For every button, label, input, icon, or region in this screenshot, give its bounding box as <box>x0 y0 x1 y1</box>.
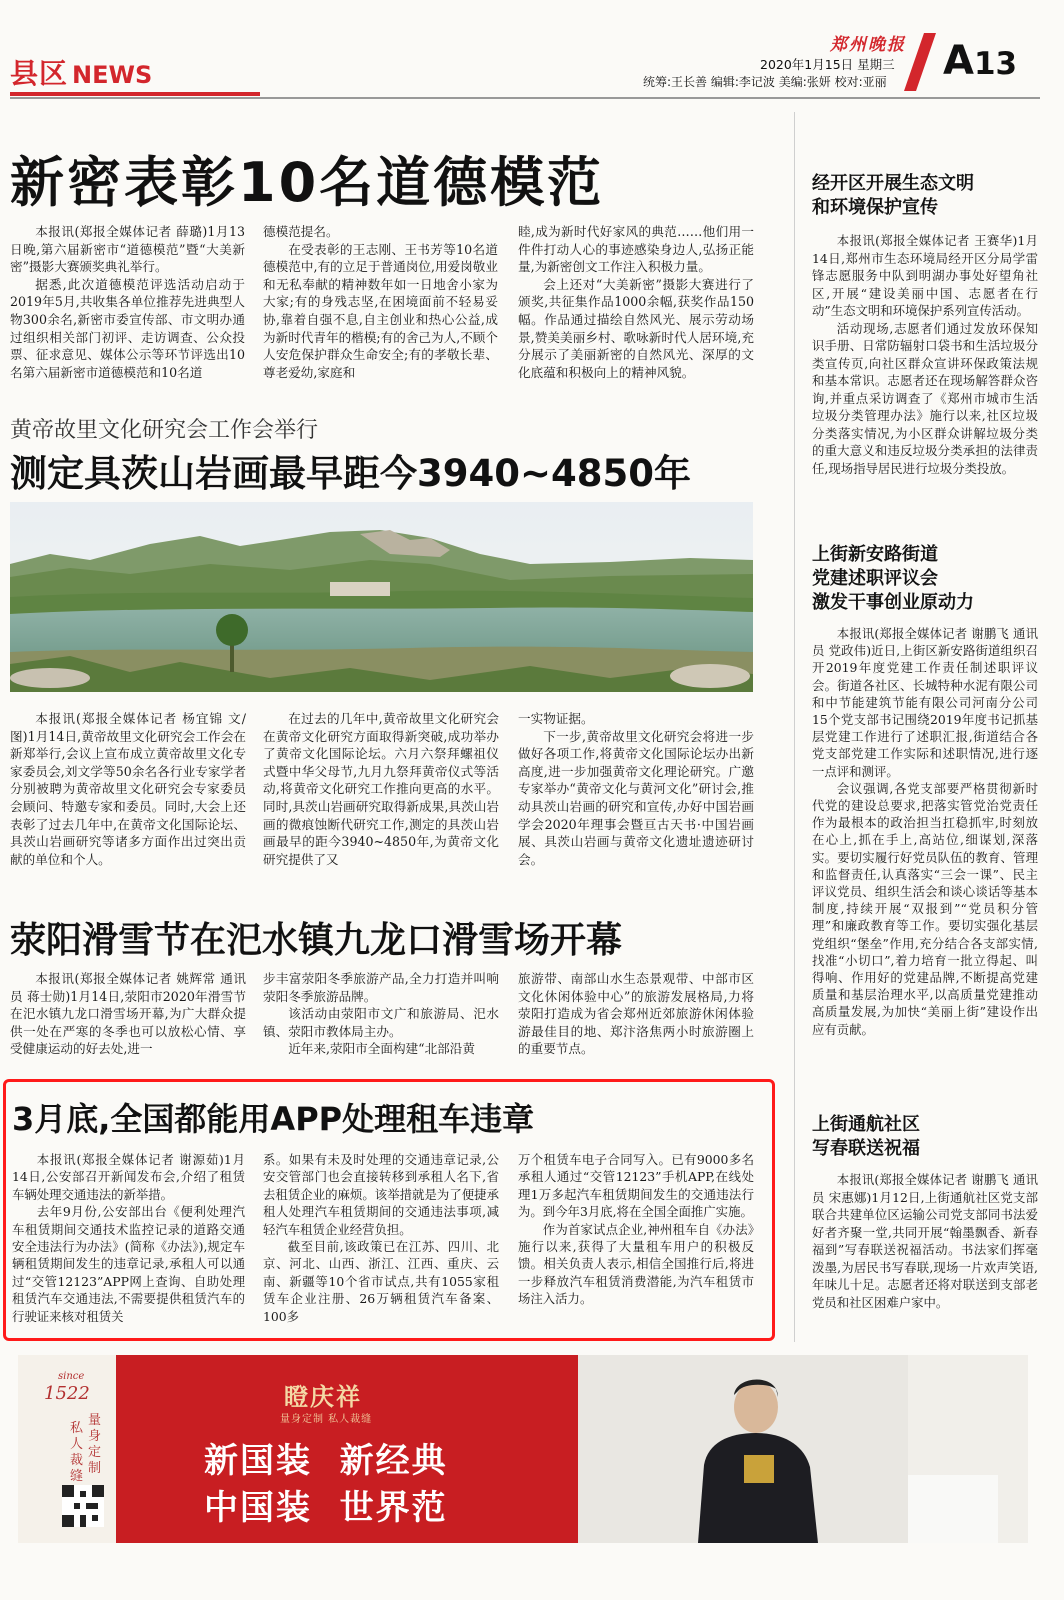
section-label-en: NEWS <box>72 61 153 89</box>
paragraph: 本报讯(郑报全媒体记者 谢源茹)1月14日,公安部召开新闻发布会,介绍了租赁车辆处理交通违法的新举措。 <box>12 1152 245 1202</box>
paragraph: 旅游带、南部山水生态景观带、中部市区文化休闲体验中心”的旅游发展格局,力将荥阳打造成为省会郑州近郊旅游休闲体验游最佳目的地、郑汴洛焦两小时旅游圈上的重要节点。 <box>518 971 754 1057</box>
paragraph: 睦,成为新时代好家风的典范……他们用一件件打动人心的事迹感染身边人,弘扬正能量,为新密创文工作注入积极力量。 <box>518 224 754 275</box>
highlight-article-col1 <box>12 1151 245 1325</box>
paragraph: 在受表彰的王志刚、王书芳等10名道德模范中,有的立足于普通岗位,用爱岗敬业和无私奉献的精神数年如一日地舍小家为大家;有的身残志坚,在困境面前不轻易妥协,靠着自强不息,自主创业和热心公益,成为新时代青年的楷模;有的舍己为人,不顾个人安危保护群众生命安全;有的孝敬长辈、尊老爱幼,家庭和 <box>263 241 498 380</box>
section-label-cn: 县区 <box>10 57 69 90</box>
highlight-article-col2 <box>263 1151 499 1325</box>
main-article-col1 <box>10 223 245 381</box>
paragraph: 在过去的几年中,黄帝故里文化研究会在黄帝文化研究方面取得新突破,成功举办了黄帝文化国际论坛。六月六祭拜螺祖仪式暨中华父母节,九月九祭拜黄帝仪式等活动,将黄帝文化研究工作推向更高的水平。同时,具茨山岩画研究取得新成果,具茨山岩画的微痕蚀断代研究工作,测定的具茨山岩画最早的距今3940~4850年,为黄帝文化研究提供了又 <box>263 711 499 867</box>
paragraph: 本报讯(郑报全媒体记者 王赛华)1月14日,郑州市生态环境局经开区分局学雷锋志愿服务中队到明湖办事处好望角社区,开展“建设美丽中国、志愿者在行动”生态文明和环境保护系列宣传活动。 <box>812 233 1038 318</box>
paragraph: 会上还对“大美新密”摄影大赛进行了颁奖,共征集作品1000余幅,获奖作品150幅。作品通过描绘自然风光、展示劳动场景,赞美美丽乡村、歌咏新时代人居环境,充分展示了美丽新密的自然风光、深厚的文化底蕴和积极向上的精神风貌。 <box>518 276 754 380</box>
sidebar-story-body <box>812 625 1038 1038</box>
sidebar-story-title: 经开区开展生态文明 和环境保护宣传 <box>812 173 974 218</box>
paragraph: 作为首家试点企业,神州租车自《办法》施行以来,获得了大量租车用户的积极反馈。相关负责人表示,相信全国推行后,将进一步释放汽车租赁消费潜能,为汽车租赁市场注入活力。 <box>518 1221 754 1307</box>
masthead-logo: 郑州晚报 <box>830 35 906 55</box>
header-rule <box>10 97 1040 99</box>
ad-year: 1522 <box>44 1383 90 1404</box>
ad-brand: 瞪庆祥 <box>284 1383 362 1411</box>
paragraph: 一实物证据。 <box>518 711 594 726</box>
ad-since: since <box>58 1371 85 1382</box>
paragraph: 步丰富荥阳冬季旅游产品,全力打造并叫响荥阳冬季旅游品牌。 <box>263 971 499 1004</box>
section-underline <box>10 92 260 96</box>
highlight-headline: 3月底,全国都能用APP处理租车违章 <box>12 1100 535 1138</box>
paragraph: 会议强调,各党支部要严格贯彻新时代党的建设总要求,把落实管党治党责任作为最根本的政治担当扛稳抓牢,时刻放在心上,抓在手上,高站位,细谋划,深落实。要切实履行好党员队伍的教育、管理和监督责任,认真落实“三会一课”、民主评议党员、组织生活会和谈心谈话等基本制度,持续开展“双报到”“党员积分管理”和廉政教育等工作。要切实强化基层党组织“堡垒”作用,充分结合各支部实情,找准“小切口”,着力培育一批立得起、叫得响、作用好的党建品牌,不断提高党建质量和基层治理水平,以高质量党建推动高质量发展,为加快“美丽上街”建设作出应有贡献。 <box>812 780 1038 1037</box>
ad-slogan-line2: 中国装 世界范 <box>204 1488 448 1528</box>
paragraph: 本报讯(郑报全媒体记者 杨宜锦 文/图)1月14日,黄帝故里文化研究会工作会在新郑举行,会议上宣布成立黄帝故里文化专家委员会,刘文学等50余名各行业专家学者分别被聘为黄帝故里文化研究会专家委员会顾问、特邀专家和委员。同时,大会上还表彰了过去几年中,在黄帝文化国际论坛、具茨山岩画研究等诸多方面作出过突出贡献的单位和个人。 <box>10 711 246 867</box>
sidebar-story-body <box>812 1171 1038 1311</box>
qr-code-icon <box>62 1485 104 1527</box>
sidebar-story-2 <box>812 543 1038 1038</box>
main-article-col2 <box>263 223 498 381</box>
second-article-col1 <box>10 710 246 868</box>
ad-slogan-line1: 新国装 新经典 <box>204 1441 448 1481</box>
paragraph: 万个租赁车电子合同写入。已有9000多名承租人通过“交管12123”手机APP,在线处理1万多起汽车租赁期间发生的交通违法行为。到今年3月底,将在全国全面推广实施。 <box>518 1152 754 1220</box>
slash-mark <box>904 33 940 91</box>
paragraph: 活动现场,志愿者们通过发放环保知识手册、日常防辐射口袋书和生活垃圾分类宣传页,向社区群众宣讲环保政策法规和基本常识。志愿者还在现场解答群众咨询,并重点采访调查了《郑州市城市生活垃圾分类管理办法》施行以来,社区垃圾分类落实情况,为小区群众讲解垃圾分类的重大意义和违反垃圾分类承担的法律责任,现场指导居民进行垃圾分类投放。 <box>812 320 1038 476</box>
paragraph: 下一步,黄帝故里文化研究会将进一步做好各项工作,将黄帝文化国际论坛办出新高度,进一步加强黄帝文化理论研究。广邀专家举办“黄帝文化与黄河文化”研讨会,推动具茨山岩画的研究和宣传,办好中国岩画学会2020年理事会暨亘古天书·中国岩画展、具茨山岩画与黄帝文化遗址遗迹研讨会。 <box>518 728 754 867</box>
third-article-col2 <box>263 970 499 1058</box>
section-label <box>10 52 262 96</box>
paragraph: 去年9月份,公安部出台《便利处理汽车租赁期间交通技术监控记录的道路交通安全违法行为办法》(简称《办法》),规定车辆租赁期间发生的违章记录,承租人可以通过“交管12123”APP网上查询、自助处理租赁汽车交通违法,不需要提供租赁汽车的行驶证来核对租赁关 <box>12 1204 245 1324</box>
paragraph: 本报讯(郑报全媒体记者 姚辉常 通讯员 蒋士勋)1月14日,荥阳市2020年滑雪节在汜水镇九龙口滑雪场开幕,为广大群众提供一处在严寒的冬季也可以放松心情、享受健康运动的好去处,进一 <box>10 971 246 1057</box>
sidebar-divider <box>794 112 795 1342</box>
page-digits: 13 <box>973 46 1018 82</box>
paragraph: 本报讯(郑报全媒体记者 谢鹏飞 通讯员 党政伟)近日,上街区新安路街道组织召开2019年度党建工作责任制述职评议会。街道各社区、长城特种水泥有限公司和中节能建筑节能有限公司河南分公司15个党支部书记围绕2019年度书记抓基层党建工作进行了述职汇报,街道结合各党支部党建工作实际和述职情况,进行逐一点评和测评。 <box>812 626 1038 779</box>
ad-tagline: 量身定制 私人裁缝 <box>280 1414 373 1425</box>
issue-date: 2020年1月15日 星期三 <box>760 57 895 72</box>
page-number <box>943 38 1017 84</box>
main-article-col3 <box>518 223 754 381</box>
ad-left-panel <box>18 1355 116 1543</box>
landscape-photo <box>10 502 753 692</box>
paragraph: 据悉,此次道德模范评选活动启动于2019年5月,共收集各单位推荐先进典型人物300余名,新密市委宣传部、市文明办通过组织相关部门初评、走访调查、公众投票、征求意见、媒体公示等环节评选出10名第六届新密市道德模范和10名道 <box>10 276 245 380</box>
sidebar-story-body <box>812 232 1038 477</box>
paragraph: 本报讯(郑报全媒体记者 薛璐)1月13日晚,第六届新密市“道德模范”暨“大美新密”摄影大赛颁奖典礼举行。 <box>10 224 245 275</box>
sidebar-story-title: 上街新安路街道 党建述职评议会 激发干事创业原动力 <box>812 544 974 613</box>
paragraph: 该活动由荥阳市文广和旅游局、汜水镇、荥阳市教体局主办。 <box>263 1006 499 1039</box>
paragraph: 德模范提名。 <box>263 224 339 239</box>
second-article-col2 <box>263 710 499 868</box>
advertisement <box>18 1355 1028 1543</box>
ad-model-photo <box>578 1355 1028 1543</box>
sidebar-story-title: 上街通航社区 写春联送祝福 <box>812 1114 920 1159</box>
ad-vertical-text-1: 量身定制 <box>88 1413 102 1476</box>
paragraph: 近年来,荥阳市全面构建“北部沿黄 <box>288 1041 475 1057</box>
third-headline: 荥阳滑雪节在汜水镇九龙口滑雪场开幕 <box>10 920 623 961</box>
sidebar-story-1 <box>812 172 1038 477</box>
third-article-col1 <box>10 970 246 1058</box>
paragraph: 系。如果有未及时处理的交通违章记录,公安交管部门也会直接转移到承租人名下,省去租赁企业的麻烦。该举措就是为了便捷承租人处理汽车租赁期间的交通违法事项,减轻汽车租赁企业经营负担。 <box>263 1152 499 1237</box>
credits-line: 统筹:王长善 编辑:李记波 美编:张妍 校对:亚丽 <box>643 75 887 89</box>
main-headline: 新密表彰10名道德模范 <box>10 151 605 214</box>
highlight-article-col3 <box>518 1151 754 1308</box>
ad-vertical-text-2: 私人裁缝 <box>70 1421 84 1484</box>
sidebar-story-3 <box>812 1113 1038 1311</box>
second-kicker: 黄帝故里文化研究会工作会举行 <box>10 418 319 443</box>
paragraph: 截至目前,该政策已在江苏、四川、北京、河北、山西、浙江、江西、重庆、云南、新疆等10个省市试点,共有1055家租赁车企业注册、26万辆租赁汽车备案、100多 <box>263 1239 499 1324</box>
third-article-col3 <box>518 970 754 1058</box>
paragraph: 本报讯(郑报全媒体记者 谢鹏飞 通讯员 宋惠娜)1月12日,上街通航社区党支部联合共建单位区运输公司党支部同书法爱好者齐聚一堂,共同开展“翰墨飘香、新春福到”写春联送祝福活动。书法家们挥毫泼墨,为居民书写春联,现场一片欢声笑语,年味儿十足。志愿者还将对联送到支部老党员和社区困难户家中。 <box>812 1172 1038 1310</box>
second-article-col3 <box>518 710 754 868</box>
second-headline: 测定具茨山岩画最早距今3940~4850年 <box>10 452 691 495</box>
page-letter: A <box>943 38 974 84</box>
